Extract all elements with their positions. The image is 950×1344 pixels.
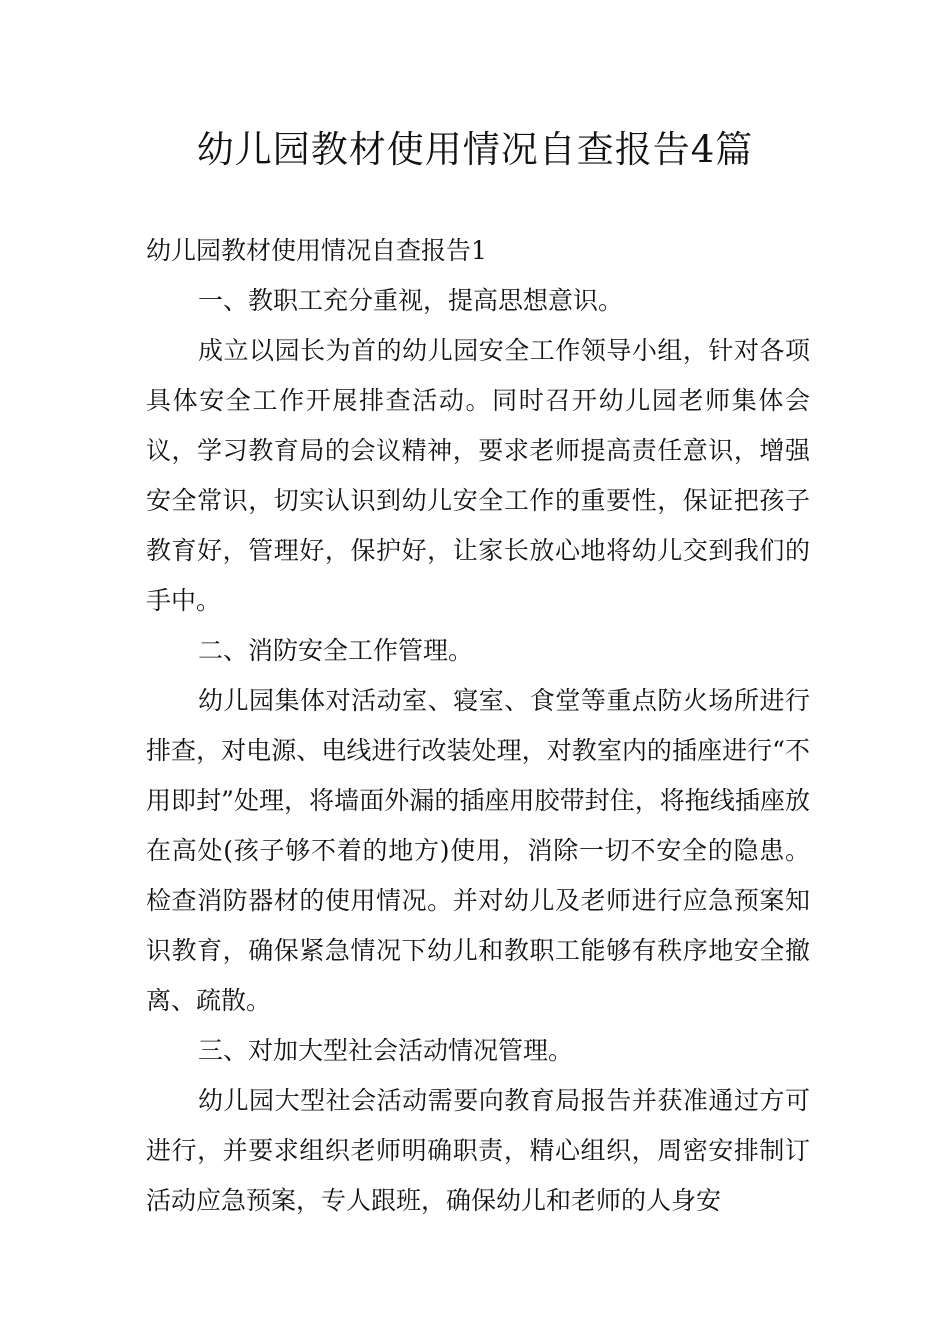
document-title: 幼儿园教材使用情况自查报告4篇 (196, 128, 754, 171)
heading-one: 一、教职工充分重视，提高思想意识。 (198, 286, 624, 315)
paragraph-one: 成立以园长为首的幼儿园安全工作领导小组，针对各项具体安全工作开展排查活动。同时召开幼儿园老师集体会议，学习教育局的会议精神，要求老师提高责任意识，增强安全常识，切实认识到幼儿安全工作的重要性，保证把孩子教育好，管理好，保护好，让家长放心地将幼儿交到我们的手中。 (146, 336, 810, 615)
section-title: 幼儿园教材使用情况自查报告1 (146, 236, 487, 265)
paragraph-three: 幼儿园大型社会活动需要向教育局报告并获准通过方可进行，并要求组织老师明确职责，精心组织，周密安排制订活动应急预案，专人跟班，确保幼儿和老师的人身安 (146, 1086, 810, 1215)
paragraph-two: 幼儿园集体对活动室、寝室、食堂等重点防火场所进行排查，对电源、电线进行改装处理，对教室内的插座进行“不用即封”处理，将墙面外漏的插座用胶带封住，将拖线插座放在高处(孩子够不着的地方)使用，消除一切不安全的隐患。检查消防器材的使用情况。并对幼儿及老师进行应急预案知识教育，确保紧急情况下幼儿和教职工能够有秩序地安全撤离、疏散。 (146, 686, 810, 1015)
heading-three: 三、对加大型社会活动情况管理。 (198, 1036, 574, 1065)
document-body (146, 226, 810, 1226)
heading-two: 二、消防安全工作管理。 (198, 636, 474, 665)
